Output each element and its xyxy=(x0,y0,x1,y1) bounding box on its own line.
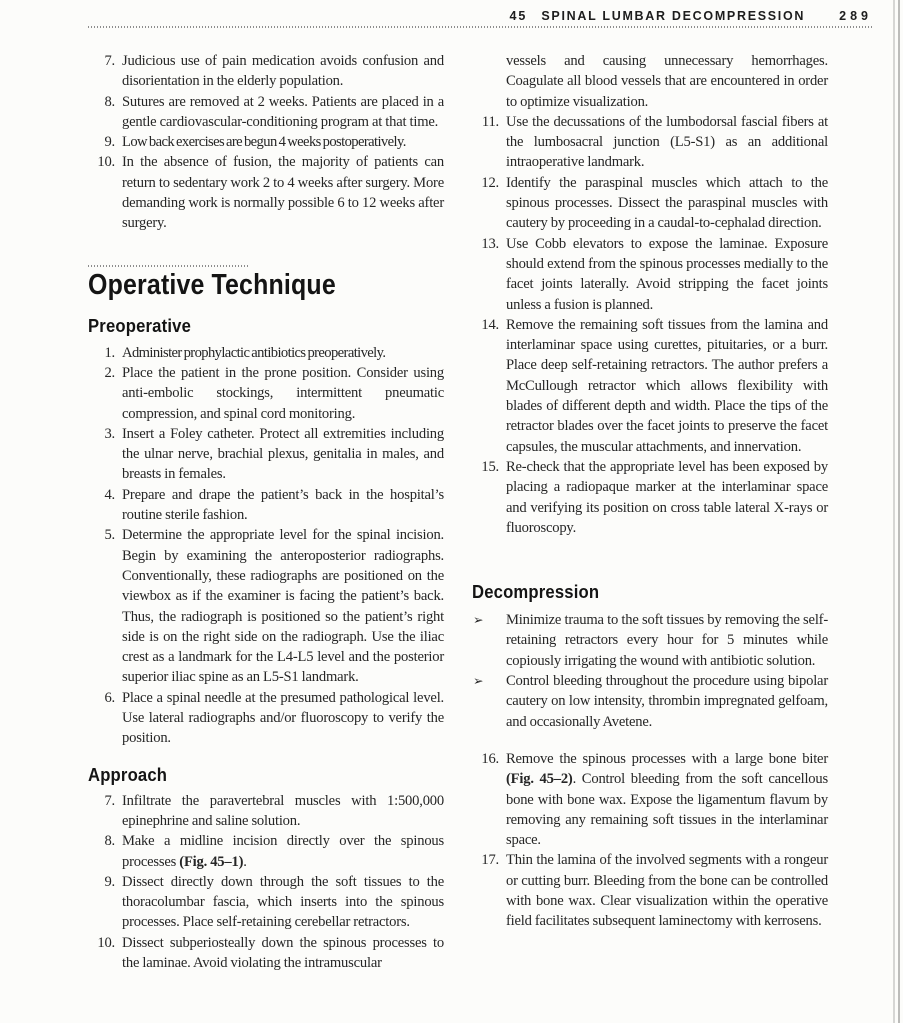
numbered-list-item xyxy=(88,363,444,424)
item-text: Dissect subperiosteally down the spinous processes to the laminae. Avoid violating the intramuscular xyxy=(122,934,444,971)
item-number: 7. xyxy=(104,53,115,69)
decompression-bullet-list xyxy=(472,610,828,732)
numbered-list-item xyxy=(88,485,444,526)
item-text: Insert a Foley catheter. Protect all extremities including the ulnar nerve, brachial plexus, genitalia in males, and breasts in females. xyxy=(122,425,444,483)
chapter-title: SPINAL LUMBAR DECOMPRESSION xyxy=(541,9,806,23)
chapter-number: 45 xyxy=(509,9,528,23)
item-number: 9. xyxy=(104,873,115,890)
item-number: 10. xyxy=(97,154,115,171)
numbered-list-item xyxy=(88,51,444,92)
item-number: 17. xyxy=(481,852,499,869)
item-number: 13. xyxy=(481,235,499,252)
section-dotted-rule xyxy=(88,265,250,267)
arrow-bullet-item xyxy=(472,671,828,732)
item-number: 9. xyxy=(104,134,115,151)
item-text: Prepare and drape the patient’s back in the hospital’s routine sterile fashion. xyxy=(122,486,444,524)
item-number: 6. xyxy=(104,689,115,706)
numbered-list-item xyxy=(88,872,444,933)
numbered-list-item xyxy=(88,525,444,687)
item-text: Sutures are removed at 2 weeks. Patients are placed in a gentle cardiovascular-conditioning program at that time. xyxy=(122,93,444,130)
arrow-bullet-icon: ➢ xyxy=(473,612,484,628)
numbered-list-item xyxy=(472,234,828,315)
approach-list xyxy=(88,791,444,974)
item-text: Low back exercises are begun 4 weeks postoperatively. xyxy=(122,134,406,151)
item-text: Determine the appropriate level for the spinal incision. Begin by examining the anteroposterior radiographs. Conventionally, these radiographs are positioned on the viewbox as if the examiner is facing the patient’s back. Thus, the radiograph is positioned so the patient’s right side is on the right side on the radiograph. Use the iliac crest as a landmark for the L4-L5 level and the posterior superior iliac spine as an L5-S1 landmark. xyxy=(122,527,444,686)
subheading-preoperative: Preoperative xyxy=(88,314,192,336)
numbered-list-item xyxy=(472,749,828,850)
item-text: Use Cobb elevators to expose the laminae. Exposure should extend from the spinous processes medially to the facet joints laterally. Avoid stripping the facet joints unless a fusion is planned. xyxy=(506,235,828,313)
numbered-list-item xyxy=(88,343,444,363)
item-text: Remove the remaining soft tissues from the lamina and interlaminar space using curettes, pituitaries, or a burr. Place deep self-retaining retractors. The author prefers a McCullough retractor which allows flexibility with blades of different depth and width. Place the tips of the retractor blades over the facet joints to preserve the facet capsules, the muscular attachments, and innervation. xyxy=(506,316,828,455)
subheading-approach: Approach xyxy=(88,763,168,785)
numbered-list-item xyxy=(88,424,444,485)
approach-list-continued xyxy=(472,112,828,538)
numbered-list-item xyxy=(88,831,444,872)
arrow-bullet-item xyxy=(472,610,828,671)
arrow-bullet-icon: ➢ xyxy=(473,673,484,689)
item-text: Place the patient in the prone position. Consider using anti-embolic stockings, intermittent pneumatic compression, and spinal cord monitoring. xyxy=(122,364,444,422)
item-text: Infiltrate the paravertebral muscles with 1:500,000 epinephrine and saline solution. xyxy=(122,792,444,829)
item-number: 3. xyxy=(104,425,115,442)
section-heading-operative-technique: Operative Technique xyxy=(88,268,336,301)
right-column xyxy=(472,45,828,932)
postoperative-list xyxy=(88,51,444,234)
continuation-paragraph: vessels and causing unnecessary hemorrhages. Coagulate all blood vessels that are encountered in order to optimize visualization. xyxy=(506,53,828,110)
page-number: 289 xyxy=(839,9,872,23)
decompression-numbered-list xyxy=(472,749,828,932)
item-number: 5. xyxy=(104,527,115,544)
item-text: Remove the spinous processes with a large bone biter (Fig. 45–2). Control bleeding from the soft cancellous bone with bone wax. Expose the ligamentum flavum by removing any remaining soft tissues in the interlaminar space. xyxy=(506,750,828,849)
numbered-list-item xyxy=(88,933,444,974)
item-number: 10. xyxy=(97,934,115,951)
item-number: 8. xyxy=(104,93,115,110)
item-number: 7. xyxy=(104,792,115,809)
item-number: 2. xyxy=(104,364,115,381)
item-number: 1. xyxy=(104,344,115,361)
item-text: Make a midline incision directly over the spinous processes (Fig. 45–1). xyxy=(122,833,444,870)
item-number: 4. xyxy=(104,486,115,503)
item-text: Use the decussations of the lumbodorsal fascial fibers at the lumbosacral junction (L5-S1) as an additional intraoperative landmark. xyxy=(506,113,828,171)
numbered-list-item xyxy=(472,173,828,234)
item-number: 16. xyxy=(481,750,499,767)
numbered-list-item xyxy=(88,92,444,133)
item-text: Control bleeding throughout the procedure using bipolar cautery on low intensity, thrombin impregnated gelfoam, and occasionally Avetene. xyxy=(506,673,828,730)
subheading-decompression: Decompression xyxy=(472,581,600,603)
item-number: 11. xyxy=(481,113,499,130)
item-number: 12. xyxy=(481,174,499,191)
item-number: 8. xyxy=(104,833,115,850)
header-dotted-rule xyxy=(88,26,872,28)
numbered-list-item xyxy=(472,850,828,931)
item-text: Dissect directly down through the soft tissues to the thoracolumbar fascia, which inserts into the spinous processes. Place self-retaining cerebellar retractors. xyxy=(122,873,444,931)
item-text: Identify the paraspinal muscles which attach to the spinous processes. Dissect the paraspinal muscles with cautery by proceeding in a caudal-to-cephalad direction. xyxy=(506,174,828,232)
numbered-list-item xyxy=(472,457,828,538)
item-text: Thin the lamina of the involved segments with a rongeur or cutting burr. Bleeding from the bone can be controlled with bone wax. Clear visualization within the operative field facilitates subsequent laminectomy with kerrosens. xyxy=(506,852,828,930)
numbered-list-item xyxy=(88,152,444,233)
page-edge-line xyxy=(893,0,895,1023)
item-text: Minimize trauma to the soft tissues by removing the self-retaining retractors every hour for 5 minutes while copiously irrigating the wound with antibiotic solution. xyxy=(506,612,828,669)
item-text: In the absence of fusion, the majority of patients can return to sedentary work 2 to 4 weeks after surgery. More demanding work is normally possible 6 to 12 weeks after surgery. xyxy=(122,154,444,232)
item-text: Judicious use of pain medication avoids confusion and disorientation in the elderly population. xyxy=(122,53,444,90)
numbered-list-item xyxy=(88,688,444,749)
page-edge-line xyxy=(898,0,900,1023)
preoperative-list xyxy=(88,343,444,749)
left-column xyxy=(88,45,444,973)
numbered-list-item xyxy=(88,791,444,832)
numbered-list-item xyxy=(88,132,444,152)
numbered-list-item xyxy=(472,112,828,173)
item-number: 15. xyxy=(481,458,499,475)
item-text: Re-check that the appropriate level has been exposed by placing a radiopaque marker at the interlaminar space and verifying its position on cross table lateral X-rays or fluoroscopy. xyxy=(506,458,828,536)
item-text: Place a spinal needle at the presumed pathological level. Use lateral radiographs and/or fluoroscopy to verify the position. xyxy=(122,689,444,747)
numbered-list-item xyxy=(472,315,828,457)
running-header xyxy=(509,9,872,23)
item-text: Administer prophylactic antibiotics preoperatively. xyxy=(122,344,386,361)
item-number: 14. xyxy=(481,316,499,333)
